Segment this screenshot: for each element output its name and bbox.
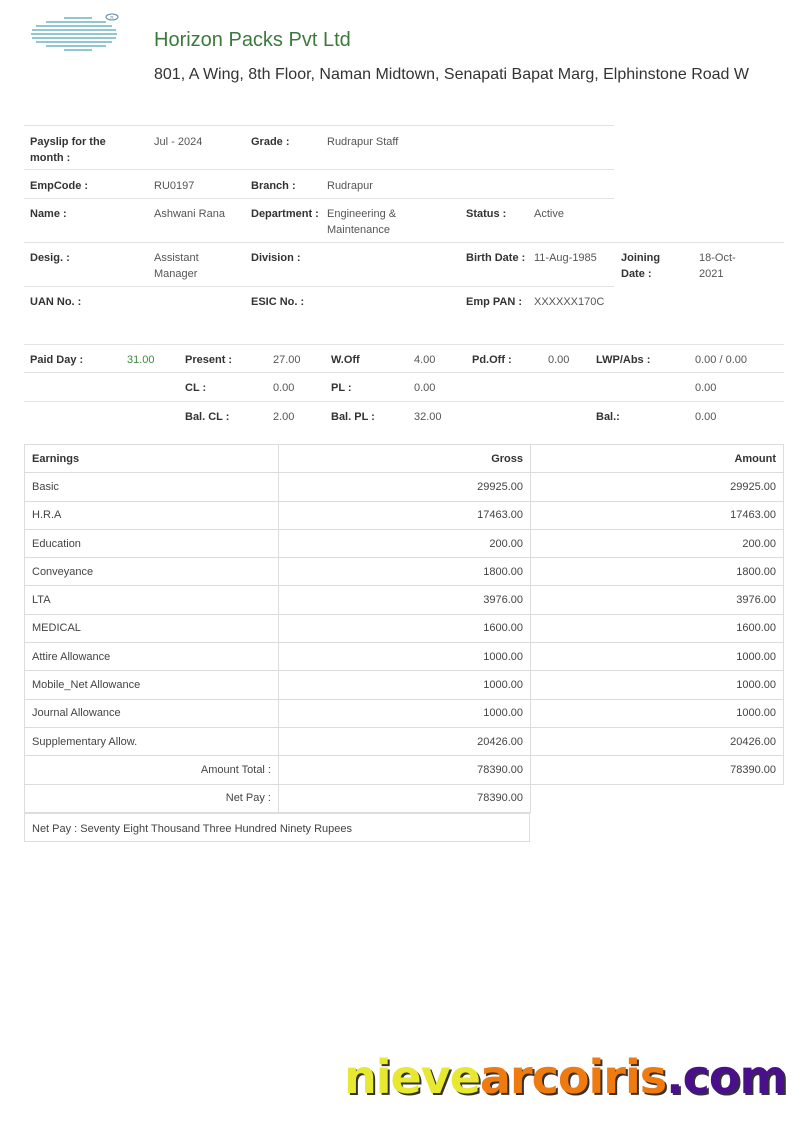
bal-pl-label: Bal. PL : — [331, 411, 375, 423]
amount-total-amount: 78390.00 — [531, 756, 784, 784]
grade-label: Grade : — [251, 136, 290, 148]
cl-label: CL : — [185, 382, 207, 394]
joining-date-label: Joining Date : — [621, 252, 661, 280]
net-pay-row — [25, 784, 784, 812]
earning-gross: 1800.00 — [279, 558, 531, 586]
table-row — [25, 501, 784, 529]
earning-amount: 20426.00 — [531, 727, 784, 755]
table-row — [25, 699, 784, 727]
woff-label: W.Off — [331, 354, 360, 366]
earning-gross: 1000.00 — [279, 643, 531, 671]
watermark-part-com: .com — [666, 1050, 787, 1104]
earning-gross: 20426.00 — [279, 727, 531, 755]
earning-name: Supplementary Allow. — [25, 727, 279, 755]
joining-date-value: 18-Oct-2021 — [699, 252, 736, 280]
earning-gross: 17463.00 — [279, 501, 531, 529]
table-row — [25, 614, 784, 642]
bal-label: Bal.: — [596, 411, 620, 423]
esic-label: ESIC No. : — [251, 296, 305, 308]
bal-pl-value: 32.00 — [414, 411, 442, 423]
earning-name: Journal Allowance — [25, 699, 279, 727]
uan-label: UAN No. : — [30, 296, 82, 308]
earning-name: LTA — [25, 586, 279, 614]
grade-value: Rudrapur Staff — [327, 136, 399, 148]
info-row — [24, 286, 614, 330]
payslip-month-value: Jul - 2024 — [154, 136, 203, 148]
pdoff-label: Pd.Off : — [472, 354, 512, 366]
pl-label: PL : — [331, 382, 352, 394]
earning-gross: 1000.00 — [279, 671, 531, 699]
table-row — [25, 586, 784, 614]
division-label: Division : — [251, 252, 301, 264]
bal-cl-value: 2.00 — [273, 411, 295, 423]
svg-text:R: R — [110, 15, 114, 20]
empcode-label: EmpCode : — [30, 180, 89, 192]
department-value: Engineering & Maintenance — [327, 208, 397, 236]
birth-date-label: Birth Date : — [466, 252, 526, 264]
watermark-logo — [344, 1050, 786, 1104]
net-pay-value: 78390.00 — [279, 784, 531, 812]
earning-name: Attire Allowance — [25, 643, 279, 671]
earning-amount: 1800.00 — [531, 558, 784, 586]
earning-gross: 29925.00 — [279, 473, 531, 501]
earning-name: H.R.A — [25, 501, 279, 529]
earnings-header: Earnings — [25, 445, 279, 473]
payslip-month-label: Payslip for the month : — [30, 136, 106, 164]
amount-total-row — [25, 756, 784, 784]
bal-cl-label: Bal. CL : — [185, 411, 230, 423]
woff-value: 4.00 — [414, 354, 436, 366]
paid-day-value: 31.00 — [127, 354, 155, 366]
earning-gross: 3976.00 — [279, 586, 531, 614]
status-value: Active — [534, 208, 564, 220]
company-address: 801, A Wing, 8th Floor, Naman Midtown, Senapati Bapat Marg, Elphinstone Road W — [154, 66, 749, 83]
table-row — [25, 558, 784, 586]
earning-gross: 1600.00 — [279, 614, 531, 642]
status-label: Status : — [466, 208, 507, 220]
gross-header: Gross — [279, 445, 531, 473]
attendance-row — [24, 344, 784, 372]
present-value: 27.00 — [273, 354, 301, 366]
earning-amount: 3976.00 — [531, 586, 784, 614]
earning-name: Conveyance — [25, 558, 279, 586]
pl-value: 0.00 — [414, 382, 436, 394]
earnings-header-row — [25, 445, 784, 473]
earning-amount: 1000.00 — [531, 699, 784, 727]
earning-name: Mobile_Net Allowance — [25, 671, 279, 699]
earning-gross: 200.00 — [279, 529, 531, 557]
earning-name: Basic — [25, 473, 279, 501]
earning-amount: 1000.00 — [531, 643, 784, 671]
watermark-part-arcoiris: arcoiris — [479, 1050, 667, 1104]
empcode-value: RU0197 — [154, 180, 195, 192]
earning-name: Education — [25, 529, 279, 557]
bal-value: 0.00 — [695, 411, 717, 423]
amount-total-gross: 78390.00 — [279, 756, 531, 784]
pdoff-value: 0.00 — [548, 354, 570, 366]
lwp-value: 0.00 / 0.00 — [695, 354, 747, 366]
earning-name: MEDICAL — [25, 614, 279, 642]
earning-amount: 200.00 — [531, 529, 784, 557]
amount-header: Amount — [531, 445, 784, 473]
desig-value: Assistant Manager — [154, 252, 199, 280]
paid-day-label: Paid Day : — [30, 354, 84, 366]
name-value: Ashwani Rana — [154, 208, 225, 220]
net-pay-in-words: Net Pay : Seventy Eight Thousand Three Hundred Ninety Rupees — [24, 813, 530, 842]
birth-date-value: 11-Aug-1985 — [534, 252, 597, 264]
info-row — [24, 198, 614, 242]
attendance-row — [24, 401, 784, 429]
earning-amount: 29925.00 — [531, 473, 784, 501]
row2-extra-value: 0.00 — [695, 382, 717, 394]
name-label: Name : — [30, 208, 67, 220]
desig-label: Desig. : — [30, 252, 70, 264]
info-row — [24, 242, 784, 286]
company-logo-icon — [30, 12, 122, 56]
amount-total-label: Amount Total : — [25, 756, 279, 784]
pan-value: XXXXXX170C — [534, 296, 605, 308]
empty-cell — [531, 784, 784, 812]
table-row — [25, 671, 784, 699]
company-name: Horizon Packs Pvt Ltd — [154, 29, 351, 51]
present-label: Present : — [185, 354, 233, 366]
branch-value: Rudrapur — [327, 180, 373, 192]
earning-amount: 1000.00 — [531, 671, 784, 699]
info-row — [24, 125, 614, 169]
net-pay-label: Net Pay : — [25, 784, 279, 812]
branch-label: Branch : — [251, 180, 296, 192]
lwp-label: LWP/Abs : — [596, 354, 651, 366]
table-row — [25, 727, 784, 755]
pan-label: Emp PAN : — [466, 296, 523, 308]
earning-amount: 1600.00 — [531, 614, 784, 642]
table-row — [25, 473, 784, 501]
earnings-section — [24, 444, 784, 813]
earning-gross: 1000.00 — [279, 699, 531, 727]
table-row — [25, 529, 784, 557]
department-label: Department : — [251, 208, 319, 220]
watermark-part-nieve: nieve — [344, 1050, 480, 1104]
info-row — [24, 169, 614, 198]
earnings-table — [24, 444, 784, 813]
attendance-row — [24, 372, 784, 400]
cl-value: 0.00 — [273, 382, 295, 394]
table-row — [25, 643, 784, 671]
earning-amount: 17463.00 — [531, 501, 784, 529]
